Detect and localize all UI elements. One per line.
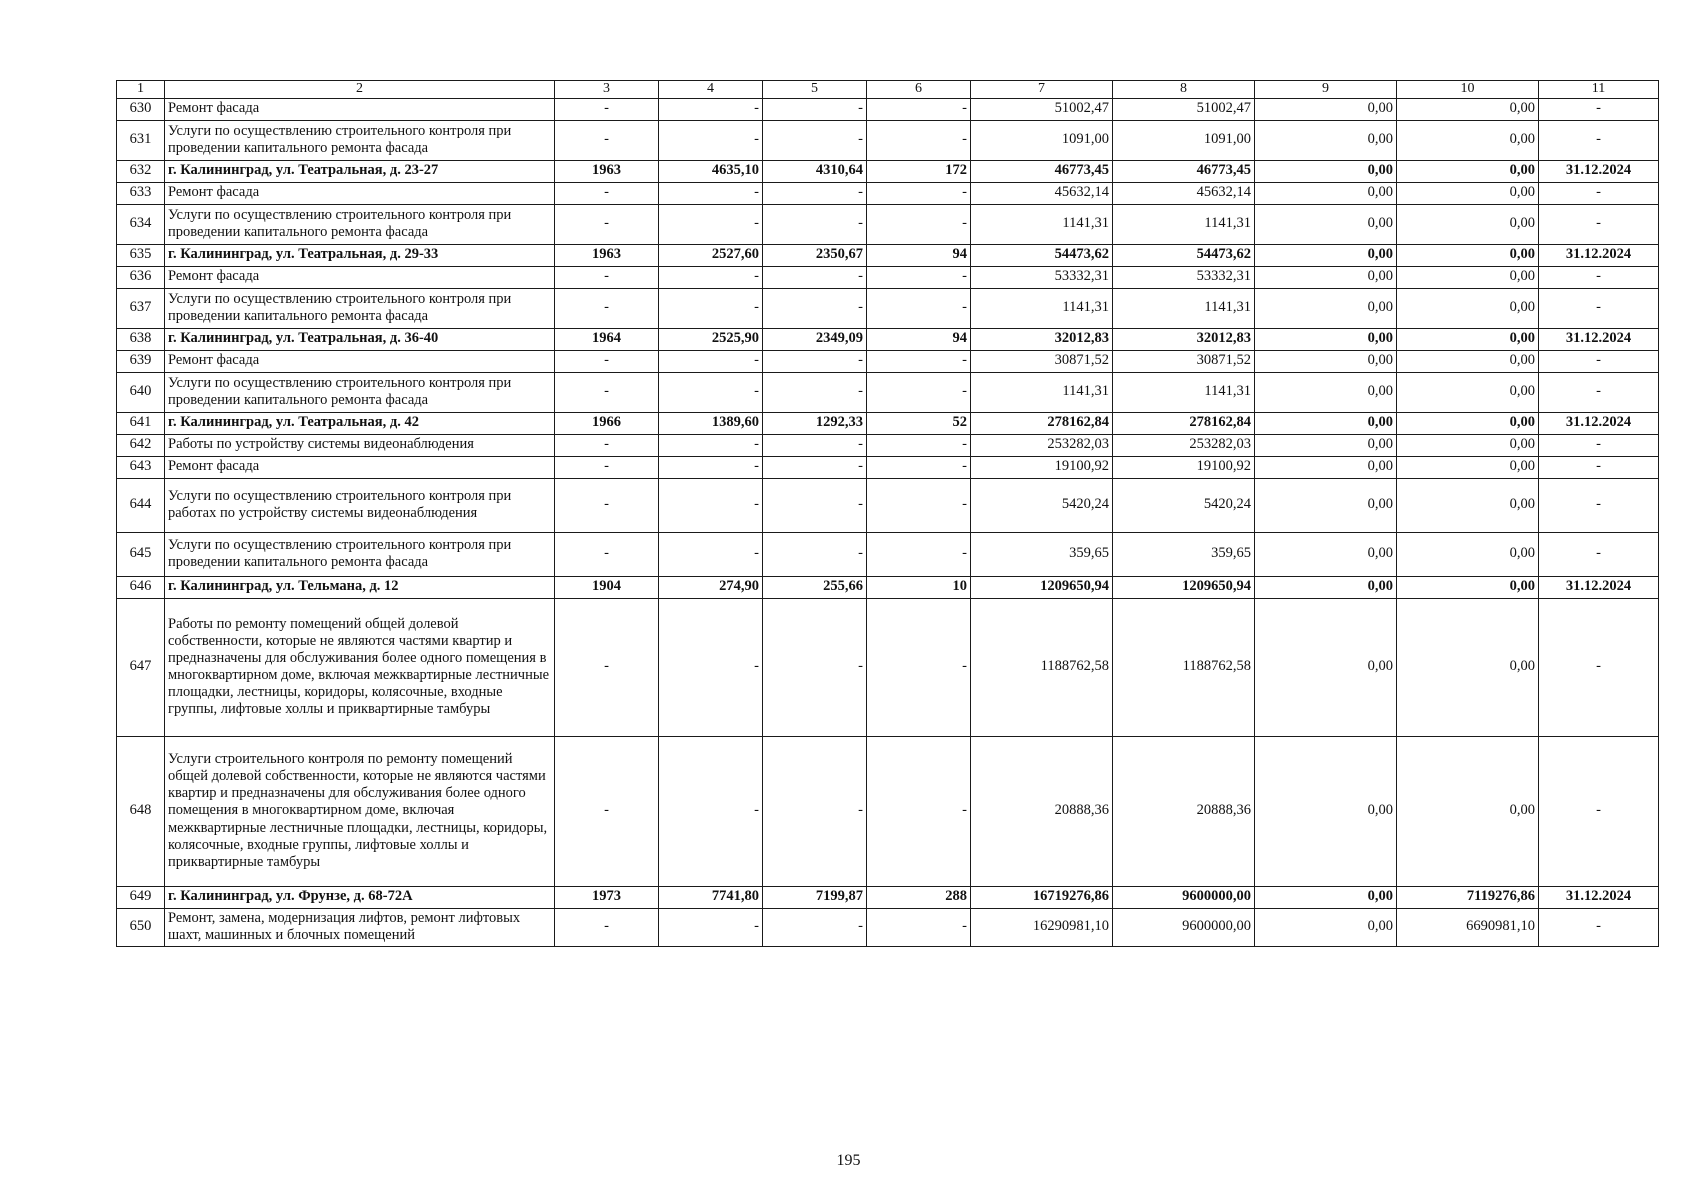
row-number-cell: 633	[117, 182, 165, 204]
owner-cost-cell: 6690981,10	[1397, 908, 1539, 946]
work-item-row	[117, 266, 1659, 288]
year-cell: 1966	[555, 412, 659, 434]
deadline-cell: -	[1539, 598, 1659, 736]
row-number-cell: 639	[117, 350, 165, 372]
page-number: 195	[836, 1152, 861, 1169]
owner-cost-cell: 0,00	[1397, 576, 1539, 598]
residents-cell: -	[867, 908, 971, 946]
residents-cell: -	[867, 98, 971, 120]
work-description-cell: Услуги по осуществлению строительного контроля при проведении капитального ремонта фасада	[165, 288, 555, 328]
header-cell: 10	[1397, 81, 1539, 99]
living-area-cell: 4310,64	[763, 160, 867, 182]
total-area-cell: -	[659, 182, 763, 204]
row-number-cell: 648	[117, 736, 165, 886]
total-cost-cell: 1188762,58	[971, 598, 1113, 736]
owner-cost-cell: 0,00	[1397, 478, 1539, 532]
work-description-cell: Ремонт фасада	[165, 456, 555, 478]
living-area-cell: -	[763, 120, 867, 160]
residents-cell: -	[867, 478, 971, 532]
work-item-row	[117, 204, 1659, 244]
owner-cost-cell: 0,00	[1397, 350, 1539, 372]
work-item-row	[117, 908, 1659, 946]
total-area-cell: -	[659, 908, 763, 946]
budget-cost-cell: 0,00	[1255, 478, 1397, 532]
total-area-cell: -	[659, 204, 763, 244]
budget-cost-cell: 0,00	[1255, 532, 1397, 576]
deadline-cell: -	[1539, 182, 1659, 204]
living-area-cell: -	[763, 350, 867, 372]
budget-cost-cell: 0,00	[1255, 204, 1397, 244]
owner-cost-cell: 0,00	[1397, 598, 1539, 736]
work-description-cell: г. Калининград, ул. Театральная, д. 23-27	[165, 160, 555, 182]
budget-cost-cell: 0,00	[1255, 456, 1397, 478]
living-area-cell: -	[763, 434, 867, 456]
owner-cost-cell: 0,00	[1397, 244, 1539, 266]
column-number-header	[117, 81, 1659, 99]
document-sheet	[116, 80, 1658, 947]
living-area-cell: 1292,33	[763, 412, 867, 434]
work-item-row	[117, 598, 1659, 736]
work-item-row	[117, 532, 1659, 576]
residents-cell: -	[867, 434, 971, 456]
repair-table	[116, 80, 1659, 947]
row-number-cell: 650	[117, 908, 165, 946]
total-cost-cell: 54473,62	[971, 244, 1113, 266]
living-area-cell: 2350,67	[763, 244, 867, 266]
row-number-cell: 640	[117, 372, 165, 412]
header-cell: 11	[1539, 81, 1659, 99]
deadline-cell: -	[1539, 266, 1659, 288]
work-description-cell: Ремонт фасада	[165, 350, 555, 372]
total-area-cell: -	[659, 598, 763, 736]
year-cell: -	[555, 456, 659, 478]
fund-cost-cell: 20888,36	[1113, 736, 1255, 886]
year-cell: 1904	[555, 576, 659, 598]
row-number-cell: 637	[117, 288, 165, 328]
owner-cost-cell: 0,00	[1397, 182, 1539, 204]
owner-cost-cell: 0,00	[1397, 204, 1539, 244]
budget-cost-cell: 0,00	[1255, 598, 1397, 736]
work-item-row	[117, 98, 1659, 120]
row-number-cell: 646	[117, 576, 165, 598]
total-area-cell: -	[659, 98, 763, 120]
row-number-cell: 643	[117, 456, 165, 478]
budget-cost-cell: 0,00	[1255, 288, 1397, 328]
budget-cost-cell: 0,00	[1255, 160, 1397, 182]
deadline-cell: 31.12.2024	[1539, 328, 1659, 350]
owner-cost-cell: 0,00	[1397, 456, 1539, 478]
total-area-cell: -	[659, 288, 763, 328]
budget-cost-cell: 0,00	[1255, 120, 1397, 160]
fund-cost-cell: 51002,47	[1113, 98, 1255, 120]
header-cell: 6	[867, 81, 971, 99]
row-number-cell: 641	[117, 412, 165, 434]
residents-cell: 172	[867, 160, 971, 182]
budget-cost-cell: 0,00	[1255, 266, 1397, 288]
budget-cost-cell: 0,00	[1255, 182, 1397, 204]
work-description-cell: г. Калининград, ул. Тельмана, д. 12	[165, 576, 555, 598]
residents-cell: -	[867, 736, 971, 886]
total-area-cell: -	[659, 266, 763, 288]
total-area-cell: -	[659, 372, 763, 412]
total-area-cell: 274,90	[659, 576, 763, 598]
living-area-cell: -	[763, 478, 867, 532]
header-cell: 3	[555, 81, 659, 99]
owner-cost-cell: 0,00	[1397, 98, 1539, 120]
row-number-cell: 632	[117, 160, 165, 182]
total-cost-cell: 1091,00	[971, 120, 1113, 160]
total-area-cell: -	[659, 120, 763, 160]
year-cell: 1964	[555, 328, 659, 350]
row-number-cell: 630	[117, 98, 165, 120]
work-description-cell: Услуги по осуществлению строительного контроля при проведении капитального ремонта фасада	[165, 204, 555, 244]
year-cell: -	[555, 434, 659, 456]
total-area-cell: 4635,10	[659, 160, 763, 182]
total-cost-cell: 51002,47	[971, 98, 1113, 120]
header-cell: 5	[763, 81, 867, 99]
year-cell: 1963	[555, 160, 659, 182]
total-cost-cell: 1209650,94	[971, 576, 1113, 598]
residents-cell: -	[867, 120, 971, 160]
year-cell: -	[555, 736, 659, 886]
row-number-cell: 642	[117, 434, 165, 456]
work-item-row	[117, 182, 1659, 204]
table-body	[117, 81, 1659, 947]
total-cost-cell: 53332,31	[971, 266, 1113, 288]
work-description-cell: Ремонт фасада	[165, 266, 555, 288]
budget-cost-cell: 0,00	[1255, 908, 1397, 946]
total-cost-cell: 45632,14	[971, 182, 1113, 204]
deadline-cell: -	[1539, 288, 1659, 328]
fund-cost-cell: 1091,00	[1113, 120, 1255, 160]
residents-cell: -	[867, 266, 971, 288]
fund-cost-cell: 253282,03	[1113, 434, 1255, 456]
work-description-cell: Работы по ремонту помещений общей долевой собственности, которые не являются частями квартир и предназначены для обслуживания более одного помещения в многоквартирном доме, включая межквартирные лестничные площадки, лестницы, коридоры, колясочные, входные группы, лифтовые холлы и приквартирные тамбуры	[165, 598, 555, 736]
living-area-cell: -	[763, 288, 867, 328]
year-cell: -	[555, 532, 659, 576]
work-description-cell: Услуги по осуществлению строительного контроля при проведении капитального ремонта фасада	[165, 532, 555, 576]
address-row	[117, 886, 1659, 908]
owner-cost-cell: 0,00	[1397, 434, 1539, 456]
header-cell: 4	[659, 81, 763, 99]
address-row	[117, 576, 1659, 598]
work-item-row	[117, 372, 1659, 412]
owner-cost-cell: 0,00	[1397, 328, 1539, 350]
budget-cost-cell: 0,00	[1255, 886, 1397, 908]
fund-cost-cell: 54473,62	[1113, 244, 1255, 266]
total-cost-cell: 16290981,10	[971, 908, 1113, 946]
year-cell: -	[555, 350, 659, 372]
budget-cost-cell: 0,00	[1255, 98, 1397, 120]
total-cost-cell: 1141,31	[971, 288, 1113, 328]
work-description-cell: г. Калининград, ул. Театральная, д. 36-40	[165, 328, 555, 350]
header-cell: 2	[165, 81, 555, 99]
header-cell: 7	[971, 81, 1113, 99]
living-area-cell: -	[763, 266, 867, 288]
owner-cost-cell: 0,00	[1397, 160, 1539, 182]
total-area-cell: -	[659, 736, 763, 886]
living-area-cell: -	[763, 182, 867, 204]
living-area-cell: 255,66	[763, 576, 867, 598]
work-item-row	[117, 288, 1659, 328]
fund-cost-cell: 278162,84	[1113, 412, 1255, 434]
owner-cost-cell: 7119276,86	[1397, 886, 1539, 908]
total-cost-cell: 30871,52	[971, 350, 1113, 372]
year-cell: -	[555, 372, 659, 412]
work-description-cell: Ремонт, замена, модернизация лифтов, ремонт лифтовых шахт, машинных и блочных помещений	[165, 908, 555, 946]
row-number-cell: 647	[117, 598, 165, 736]
living-area-cell: -	[763, 456, 867, 478]
residents-cell: 94	[867, 328, 971, 350]
deadline-cell: -	[1539, 478, 1659, 532]
deadline-cell: -	[1539, 120, 1659, 160]
total-cost-cell: 20888,36	[971, 736, 1113, 886]
work-description-cell: Услуги строительного контроля по ремонту помещений общей долевой собственности, которые не являются частями квартир и предназначены для обслуживания более одного помещения в многоквартирном доме, включая межквартирные лестничные площадки, лестницы, коридоры, колясочные, входные группы, лифтовые холлы и приквартирные тамбуры	[165, 736, 555, 886]
residents-cell: -	[867, 204, 971, 244]
work-description-cell: Работы по устройству системы видеонаблюдения	[165, 434, 555, 456]
residents-cell: -	[867, 350, 971, 372]
total-area-cell: 7741,80	[659, 886, 763, 908]
residents-cell: -	[867, 532, 971, 576]
total-area-cell: 2527,60	[659, 244, 763, 266]
owner-cost-cell: 0,00	[1397, 120, 1539, 160]
total-cost-cell: 278162,84	[971, 412, 1113, 434]
fund-cost-cell: 1141,31	[1113, 204, 1255, 244]
work-description-cell: г. Калининград, ул. Театральная, д. 42	[165, 412, 555, 434]
total-cost-cell: 19100,92	[971, 456, 1113, 478]
work-description-cell: Услуги по осуществлению строительного контроля при работах по устройству системы видеонаблюдения	[165, 478, 555, 532]
fund-cost-cell: 9600000,00	[1113, 886, 1255, 908]
deadline-cell: 31.12.2024	[1539, 886, 1659, 908]
deadline-cell: -	[1539, 434, 1659, 456]
fund-cost-cell: 1188762,58	[1113, 598, 1255, 736]
deadline-cell: -	[1539, 736, 1659, 886]
year-cell: -	[555, 182, 659, 204]
deadline-cell: -	[1539, 372, 1659, 412]
address-row	[117, 328, 1659, 350]
total-area-cell: -	[659, 350, 763, 372]
deadline-cell: 31.12.2024	[1539, 412, 1659, 434]
fund-cost-cell: 1209650,94	[1113, 576, 1255, 598]
owner-cost-cell: 0,00	[1397, 412, 1539, 434]
living-area-cell: -	[763, 98, 867, 120]
budget-cost-cell: 0,00	[1255, 412, 1397, 434]
owner-cost-cell: 0,00	[1397, 736, 1539, 886]
living-area-cell: -	[763, 908, 867, 946]
deadline-cell: 31.12.2024	[1539, 244, 1659, 266]
row-number-cell: 645	[117, 532, 165, 576]
fund-cost-cell: 46773,45	[1113, 160, 1255, 182]
fund-cost-cell: 9600000,00	[1113, 908, 1255, 946]
living-area-cell: -	[763, 204, 867, 244]
year-cell: -	[555, 908, 659, 946]
deadline-cell: -	[1539, 532, 1659, 576]
total-area-cell: 2525,90	[659, 328, 763, 350]
living-area-cell: -	[763, 372, 867, 412]
deadline-cell: -	[1539, 908, 1659, 946]
header-cell: 1	[117, 81, 165, 99]
residents-cell: -	[867, 372, 971, 412]
total-area-cell: -	[659, 532, 763, 576]
year-cell: -	[555, 288, 659, 328]
budget-cost-cell: 0,00	[1255, 328, 1397, 350]
total-area-cell: -	[659, 434, 763, 456]
owner-cost-cell: 0,00	[1397, 372, 1539, 412]
total-cost-cell: 1141,31	[971, 204, 1113, 244]
deadline-cell: 31.12.2024	[1539, 576, 1659, 598]
total-area-cell: 1389,60	[659, 412, 763, 434]
header-cell: 8	[1113, 81, 1255, 99]
fund-cost-cell: 1141,31	[1113, 372, 1255, 412]
owner-cost-cell: 0,00	[1397, 266, 1539, 288]
residents-cell: -	[867, 182, 971, 204]
deadline-cell: -	[1539, 98, 1659, 120]
budget-cost-cell: 0,00	[1255, 736, 1397, 886]
fund-cost-cell: 30871,52	[1113, 350, 1255, 372]
row-number-cell: 635	[117, 244, 165, 266]
address-row	[117, 412, 1659, 434]
total-cost-cell: 1141,31	[971, 372, 1113, 412]
budget-cost-cell: 0,00	[1255, 350, 1397, 372]
work-item-row	[117, 120, 1659, 160]
residents-cell: -	[867, 598, 971, 736]
fund-cost-cell: 53332,31	[1113, 266, 1255, 288]
work-item-row	[117, 350, 1659, 372]
work-item-row	[117, 456, 1659, 478]
total-cost-cell: 32012,83	[971, 328, 1113, 350]
total-cost-cell: 359,65	[971, 532, 1113, 576]
residents-cell: 52	[867, 412, 971, 434]
total-area-cell: -	[659, 456, 763, 478]
residents-cell: 288	[867, 886, 971, 908]
residents-cell: 94	[867, 244, 971, 266]
budget-cost-cell: 0,00	[1255, 434, 1397, 456]
deadline-cell: -	[1539, 456, 1659, 478]
work-description-cell: Ремонт фасада	[165, 98, 555, 120]
fund-cost-cell: 1141,31	[1113, 288, 1255, 328]
fund-cost-cell: 5420,24	[1113, 478, 1255, 532]
year-cell: 1963	[555, 244, 659, 266]
row-number-cell: 649	[117, 886, 165, 908]
work-item-row	[117, 736, 1659, 886]
living-area-cell: 2349,09	[763, 328, 867, 350]
total-cost-cell: 253282,03	[971, 434, 1113, 456]
year-cell: -	[555, 478, 659, 532]
living-area-cell: -	[763, 532, 867, 576]
work-description-cell: г. Калининград, ул. Фрунзе, д. 68-72А	[165, 886, 555, 908]
total-cost-cell: 46773,45	[971, 160, 1113, 182]
living-area-cell: 7199,87	[763, 886, 867, 908]
residents-cell: -	[867, 288, 971, 328]
deadline-cell: -	[1539, 204, 1659, 244]
row-number-cell: 644	[117, 478, 165, 532]
budget-cost-cell: 0,00	[1255, 372, 1397, 412]
row-number-cell: 634	[117, 204, 165, 244]
budget-cost-cell: 0,00	[1255, 244, 1397, 266]
row-number-cell: 636	[117, 266, 165, 288]
year-cell: -	[555, 266, 659, 288]
row-number-cell: 638	[117, 328, 165, 350]
deadline-cell: 31.12.2024	[1539, 160, 1659, 182]
work-description-cell: Услуги по осуществлению строительного контроля при проведении капитального ремонта фасада	[165, 372, 555, 412]
fund-cost-cell: 359,65	[1113, 532, 1255, 576]
year-cell: -	[555, 120, 659, 160]
residents-cell: -	[867, 456, 971, 478]
fund-cost-cell: 19100,92	[1113, 456, 1255, 478]
header-cell: 9	[1255, 81, 1397, 99]
work-description-cell: Ремонт фасада	[165, 182, 555, 204]
owner-cost-cell: 0,00	[1397, 288, 1539, 328]
total-area-cell: -	[659, 478, 763, 532]
work-description-cell: г. Калининград, ул. Театральная, д. 29-33	[165, 244, 555, 266]
residents-cell: 10	[867, 576, 971, 598]
row-number-cell: 631	[117, 120, 165, 160]
deadline-cell: -	[1539, 350, 1659, 372]
year-cell: -	[555, 204, 659, 244]
total-cost-cell: 16719276,86	[971, 886, 1113, 908]
work-item-row	[117, 434, 1659, 456]
work-description-cell: Услуги по осуществлению строительного контроля при проведении капитального ремонта фасада	[165, 120, 555, 160]
year-cell: -	[555, 98, 659, 120]
budget-cost-cell: 0,00	[1255, 576, 1397, 598]
owner-cost-cell: 0,00	[1397, 532, 1539, 576]
fund-cost-cell: 45632,14	[1113, 182, 1255, 204]
address-row	[117, 160, 1659, 182]
total-cost-cell: 5420,24	[971, 478, 1113, 532]
work-item-row	[117, 478, 1659, 532]
fund-cost-cell: 32012,83	[1113, 328, 1255, 350]
living-area-cell: -	[763, 736, 867, 886]
address-row	[117, 244, 1659, 266]
living-area-cell: -	[763, 598, 867, 736]
year-cell: -	[555, 598, 659, 736]
year-cell: 1973	[555, 886, 659, 908]
